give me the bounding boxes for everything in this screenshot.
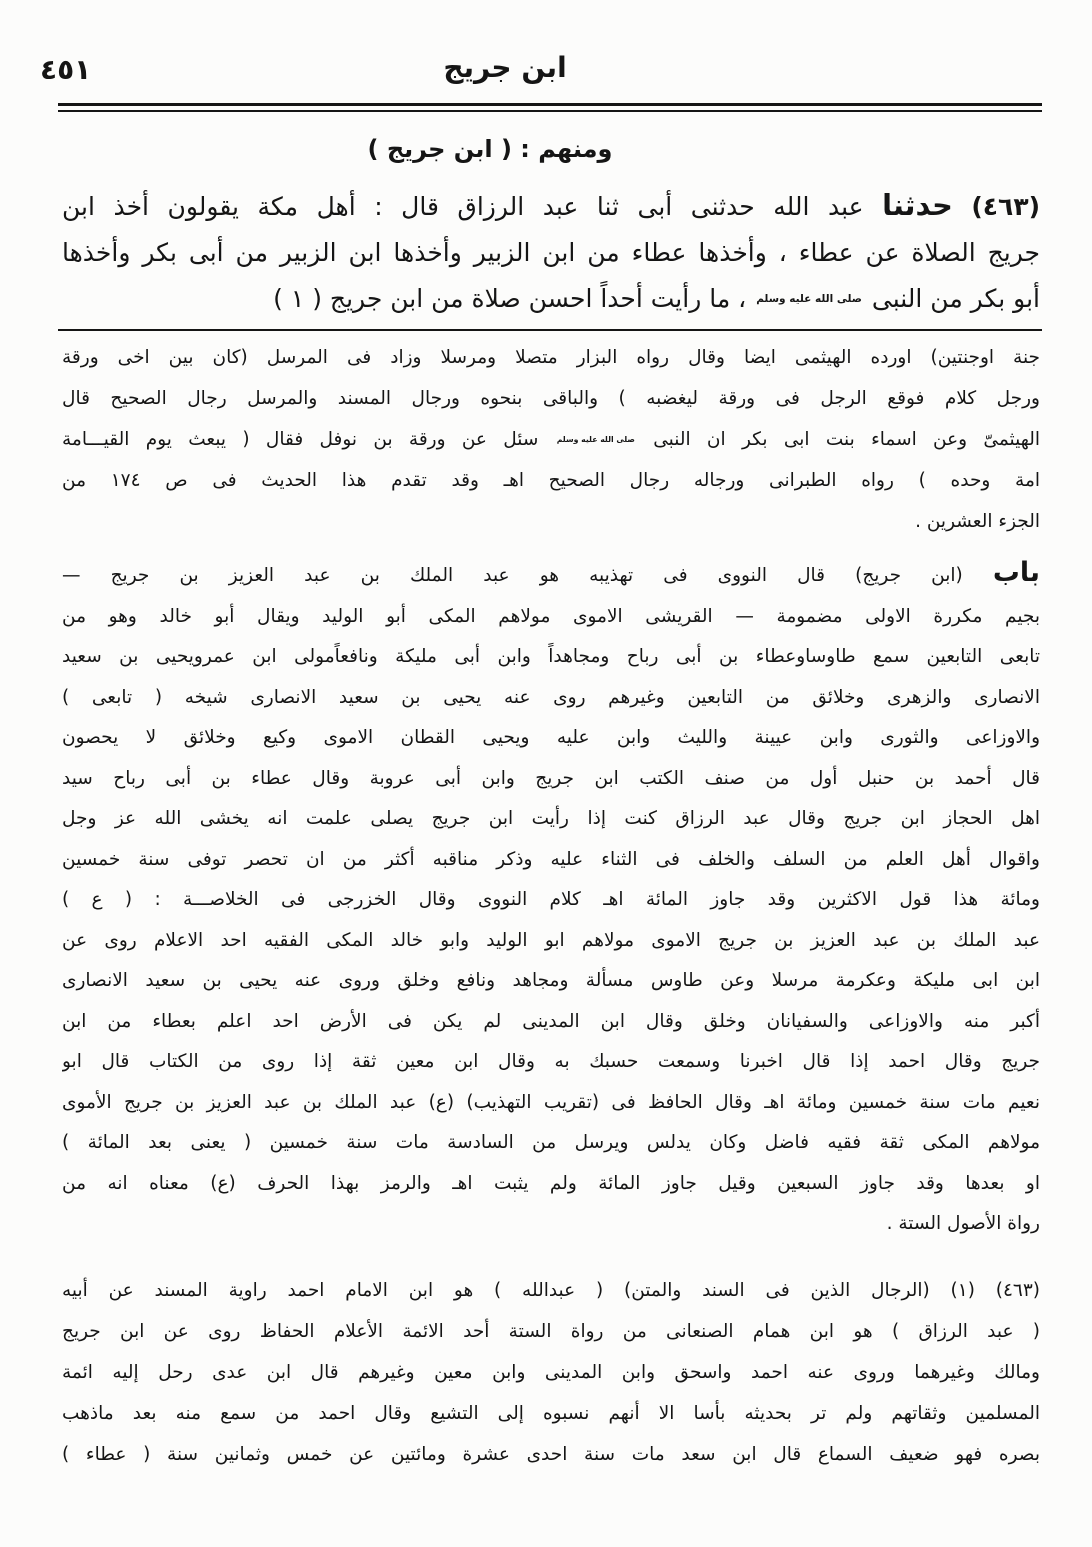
bab-line: مولاهم المكى ثقة فقيه فاضل وكان يدلس ويرسل من السادسة مات سنة خمسين ( يعنى بعد المائة ) [62, 1132, 1040, 1153]
bab-line: قال أحمد بن حنبل أول من صنف الكتب ابن جريج وابن أبى عروبة وقال عطاء بن أبى رباح سيد [62, 767, 1040, 789]
note-line: ومالك وغيرهما وروى عنه احمد واسحق وابن المدينى وابن معين وغيرهم قال ابن عدى رحل إليه ائمة [62, 1362, 1040, 1383]
footnote-continued [62, 337, 1040, 542]
bab-line: بجيم مكررة الاولى مضمومة — القريشى الاموى مولاهم المكى أبو الوليد ويقال أبو خالد وهو من [62, 605, 1040, 627]
bab-line: رواة الأصول الستة . [886, 1213, 1040, 1234]
main-text-line [62, 276, 1040, 322]
bab-keyword: باب [992, 557, 1040, 588]
main-text-segment: أبو بكر من النبى [871, 284, 1040, 313]
bab-line: عبد الملك بن عبد العزيز بن جريج الاموى مولاهم ابو الوليد وابو خالد المكى الفقيه احد الاعلام روى عن [62, 929, 1040, 951]
hadith-keyword: حدثنا [882, 188, 953, 222]
bab-line: نعيم مات سنة خمسين ومائة اهـ وقال الحافظ فى (تقريب التهذيب) (ع) عبد الملك بن عبد العزيز بن جريج الأموى [62, 1091, 1040, 1113]
bab-line: او بعدها وقد جاوز السبعين وقيل جاوز المائة ولم يثبت اهـ والرمز بهذا الحرف (ع) معناه انه من [62, 1172, 1040, 1194]
main-text-line [62, 182, 1040, 230]
footnote-segment: الهيثمىّ وعن اسماء بنت ابى بكر ان النبى [653, 429, 1040, 450]
note-line: بصره فهو ضعيف السماع قال ابن سعد مات سنة احدى عشرة ومائتين عن خمس وثمانين سنة ( عطاء ) [62, 1444, 1040, 1465]
bab-line: تابعى التابعين سمع طاوساوعطاء بن أبى رباح ومجاهداً وابن أبى مليكة ونافعاًمولى ابن عمرويحيى بن سعيد [62, 646, 1040, 667]
footnote-separator [58, 329, 1042, 331]
footnote-line: جنة اوجنتين) اورده الهيثمى ايضا وقال رواه البزار متصلا ومرسلا وزاد فى المرسل (كان بين اخى ورقة [62, 347, 1040, 368]
main-text-segment: ، ما رأيت أحداً احسن صلاة من ابن جريج ( ١ ) [273, 284, 747, 313]
footnote-line: ورجل كلام فوقع الرجل فى ورقة ليغضبه ) والباقى بنحوه ورجال المسند والمرسل رجال الصحيح قال [62, 388, 1040, 409]
note-line: (٤٦٣) (١) (الرجال الذين فى السند والمتن) ( عبدالله ) هو ابن الامام احمد راوية المسند عن أبيه [62, 1280, 1040, 1301]
running-title: ابن جريج [443, 51, 567, 84]
footnote-segment: سئل عن ورقة بن نوفل فقال ( يبعث يوم القيـــامة [62, 429, 539, 450]
bab-line: والاوزاعى والثورى وابن عيينة والليث وابن عليه ويحيى القطان الاموى وكيع وخلائق لا يحصون [62, 727, 1040, 748]
main-text [62, 182, 1040, 322]
main-text-line: جريج الصلاة عن عطاء ، وأخذها عطاء من ابن الزبير وأخذها ابن الزبير من أبى بكر وأخذها [62, 238, 1040, 267]
bab-line [62, 553, 1040, 597]
main-text-segment: عبد الله حدثنى أبى ثنا عبد الرزاق قال : أهل مكة يقولون أخذ ابن [62, 192, 864, 221]
header-rule-thin [58, 110, 1042, 112]
bab-line: واقوال أهل العلم من السلف والخلف فى الثناء عليه وذكر مناقبه أكثر من ان تحصر توفى سنة خمسين [62, 848, 1040, 870]
note-line: ( عبد الرزاق ) هو ابن همام الصنعانى من رواة الستة أحد الائمة الأعلام الحفاظ روى عن ابن جريج [62, 1321, 1040, 1342]
narrators-note [62, 1270, 1040, 1475]
honorific-ligature: صلى الله عليه وسلم [756, 293, 862, 306]
page-number: ٤٥١ [40, 53, 92, 86]
note-line: المسلمين وثقاتهم ولم تر بحديثه بأسا الا أنهم نسبوه إلى التشيع وقال احمد من سمع منه بعد ماذهب [62, 1403, 1040, 1424]
footnote-line [62, 419, 1040, 460]
hadith-number: (٤٦٣) [971, 192, 1040, 221]
section-heading: ومنهم : ( ابن جريج ) [367, 135, 613, 163]
bab-line: ومائة هذا قول الاكثرين وقد جاوز المائة اهـ كلام النووى وقال الخزرجى فى الخلاصـــة : ( ع ) [62, 889, 1040, 910]
header-rule [58, 103, 1042, 106]
bab-line: ابن ابى مليكة وعكرمة مرسلا وعن طاوس مسألة ومجاهد ونافع وخلق وروى عنه يحيى بن سعيد الانصارى [62, 970, 1040, 991]
bab-line: اهل الحجاز ابن جريج وقال عبد الرزاق كنت إذا رأيت ابن جريج يصلى علمت انه يخشى الله عز وجل [62, 808, 1040, 829]
honorific-ligature: صلى الله عليه وسلم [556, 434, 635, 444]
bab-paragraph [62, 553, 1040, 1245]
bab-line: جريج وقال احمد إذا قال اخبرنا وسمعت حسبك به وقال ابن معين ثقة إذا روى من الكتاب قال ابو [62, 1051, 1040, 1072]
bab-segment: (ابن جريج) قال النووى فى تهذيبه هو عبد الملك بن عبد العزيز بن جريج — [62, 565, 963, 586]
footnote-line: امة وحده ) رواه الطبرانى ورجاله رجال الصحيح اهـ وقد تقدم هذا الحديث فى ص ١٧٤ من [62, 470, 1040, 491]
footnote-line: الجزء العشرين . [915, 511, 1040, 532]
bab-line: الانصارى والزهرى وخلائق من التابعين وغيرهم روى عنه يحيى بن سعيد الانصارى شيخه ( تابعى ) [62, 686, 1040, 708]
bab-line: أكبر منه والاوزاعى والسفيانان وخلق وقال ابن المدينى لم يكن فى الأرض احد اعلم بعطاء من ابن [62, 1010, 1040, 1032]
